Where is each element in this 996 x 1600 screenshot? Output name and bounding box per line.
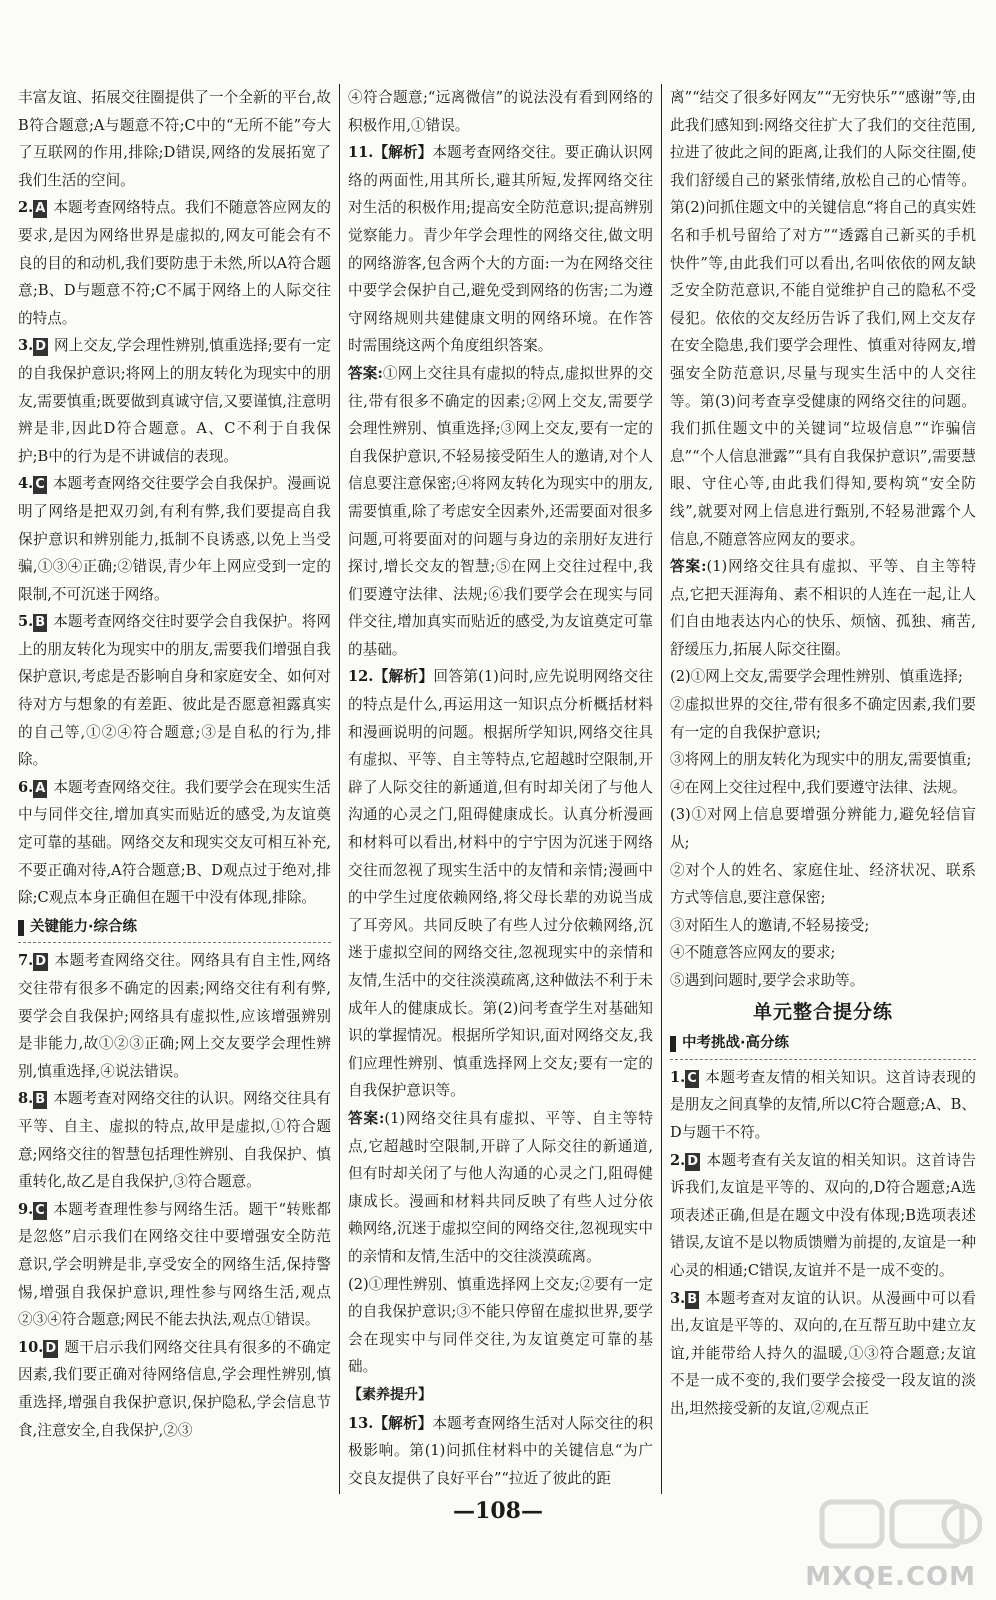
answer-line: ②虚拟世界的交往,带有很多不确定因素,我们要有一定的自我保护意识; (670, 696, 976, 741)
answer-text: (1)网络交往具有虚拟、平等、自主等特点,它超越时空限制,开辟了人际交往的新通道,但有时却关闭了与他人沟通的心灵之门,阻碍健康成长。漫画和材料共同反映了有些人过分依赖网络,沉迷于虚拟空间的网络交往,忽视现实中的亲情和友情,生活中的交往淡漠疏离。 (348, 1109, 653, 1265)
item-number: 1. (670, 1068, 686, 1086)
paragraph: 离”“结交了很多好网友”“无穷快乐”“感谢”等,由此我们感知到:网络交往扩大了我们的交往范围,拉进了彼此之间的距离,让我们的人际交往圈,使我们舒缓自己的紧张情绪,放松自己的心情等。第(2)问抓住题文中的关键信息“将自己的真实姓名和手机号留给了对方”“透露自己新买的手机快件”等,由此我们可以看出,名叫依依的网友缺乏安全防范意识,不能自觉维护自己的隐私不受侵犯。依依的交友经历告诉了我们,网上交友存在安全隐患,我们要学会理性、慎重对待网友,增强安全防范意识,尽量与现实生活中的人交往等。第(3)问考查享受健康的网络交往的问题。我们抓住题文中的关键词“垃圾信息”“诈骗信息”“个人信息泄露”“具有自我保护意识”,需要慧眼、守住心等,由此我们得知,要构筑“安全防线”,就要对网上信息进行甄别,不轻易泄露个人信息,不随意答应网友的要求。 (670, 89, 976, 548)
analysis-tag: 【解析】 (373, 144, 433, 162)
item-text: 本题考查网络交往。要正确认识网络的两面性,用其所长,避其所短,发挥网络交往对生活的积极作用;提高安全防范意识;提高辨别觉察能力。青少年学会理性的网络交往,做文明的网络游客,包含两个大的方面:一为在网络交往中要学会保护自己,避免受到网络的伤害;二为遵守网络规则共建健康文明的网络环境。在作答时需围绕这两个角度组织答案。 (348, 144, 653, 355)
item-text: 本题考查网络交往时要学会自我保护。将网上的朋友转化为现实中的朋友,需要我们增强自我保护意识,考虑是否影响自身和家庭安全、如何对待对方与想象的有差距、彼此是否愿意袒露真实的自己等,①②④符合题意;③是自私的行为,排除。 (18, 613, 331, 769)
answer-line: ③将网上的朋友转化为现实中的朋友,需要慎重; (670, 751, 972, 769)
analysis-tag: 【解析】 (373, 1414, 433, 1432)
item-text: 本题考查友情的相关知识。这首诗表现的是朋友之间真挚的友情,所以C符合题意;A、B、D与题干不符。 (670, 1068, 976, 1141)
column-3 (662, 84, 984, 1494)
item-text: 本题考查有关友谊的相关知识。这首诗告诉我们,友谊是平等的、双向的,D符合题意;A选项表述正确,但是在题文中没有体现;B选项表述错误,友谊不是以物质馈赠为前提的,友谊是一种心灵的相通;C错误,友谊并不是一成不变的。 (670, 1151, 976, 1279)
answer-item (18, 1085, 331, 1195)
item-text: 回答第(1)问时,应先说明网络交往的特点是什么,再运用这一知识点分析概括材料和漫画说明的问题。根据所学知识,网络交往具有虚拟、平等、自主等特点,它超越时空限制,开辟了人际交往的新通道,但有时却关闭了与他人沟通的心灵之门,阻碍健康成长。认真分析漫画和材料可以看出,材料中的宁宁因为沉迷于网络交往而忽视了现实生活中的友情和亲情;漫画中的中学生过度依赖网络,将父母长辈的劝说当成了耳旁风。共同反映了有些人过分依赖网络,沉迷于虚拟空间的网络交往,忽视现实中的亲情和友情,生活中的交往淡漠疏离,这种做法不利于未成年人的健康成长。第(2)问考查学生对基础知识的掌握情况。根据所学知识,面对网络交友,我们应理性辨别、慎重选择网上交友;要有一定的自我保护意识等。 (348, 668, 653, 1100)
item-number: 7. (18, 952, 34, 970)
answer-badge: A (35, 780, 46, 796)
item-number: 2. (670, 1151, 686, 1169)
answer-item (348, 663, 653, 1105)
answer-badge: B (35, 1092, 46, 1108)
section-marker-icon (670, 1036, 676, 1052)
answer-badge: D (45, 1340, 57, 1356)
answer-item (18, 1334, 331, 1444)
answer-item (670, 1064, 976, 1147)
item-number: 11. (348, 144, 374, 162)
answer-label: 答案: (348, 364, 383, 382)
answer-label: 答案: (348, 1109, 385, 1127)
item-number: 3. (670, 1289, 686, 1307)
item-number: 8. (18, 1090, 34, 1108)
answer-item (18, 194, 331, 332)
item-number: 9. (18, 1200, 34, 1218)
column-2 (340, 84, 662, 1494)
answer-item (18, 470, 331, 608)
answer-badge: D (35, 954, 47, 970)
answer-line: ③对陌生人的邀请,不轻易接受; (670, 916, 870, 934)
answer-paragraph (348, 1105, 653, 1271)
section-marker-icon (18, 920, 24, 936)
answer-line: ②对个人的姓名、家庭住址、经济状况、联系方式等信息,要注意保密; (670, 861, 976, 907)
item-text: 本题考查网络交往要学会自我保护。漫画说明了网络是把双刃剑,有利有弊,我们要提高自我保护意识和辨别能力,抵制不良诱惑,以免上当受骗,①③④正确;②错误,青少年上网应受到一定的限制,不可沉迷于网络。 (18, 475, 331, 603)
item-text: 本题考查对网络交往的认识。网络交往具有平等、自主、虚拟的特点,故甲是虚拟,①符合题意;网络交往的智慧包括理性辨别、自我保护、慎重转化,故乙是自我保护,③符合题意。 (18, 1090, 331, 1191)
answer-badge: D (35, 339, 47, 355)
item-text: 网上交友,学会理性辨别,慎重选择;要有一定的自我保护意识;将网上的朋友转化为现实中的朋友,需要慎重;既要做到真诚守信,又要谨慎,注意明辨是非,因此D符合题意。A、C不利于自我保护;B中的行为是不讲诚信的表现。 (18, 337, 331, 465)
answer-page (10, 84, 984, 1494)
item-number: 3. (18, 337, 34, 355)
section-tag-line (348, 1381, 653, 1410)
paragraph: ④符合题意;“远离微信”的说法没有看到网络的积极作用,①错误。 (348, 89, 653, 134)
answer-line: ④在网上交往过程中,我们要遵守法律、法规。 (670, 778, 967, 796)
analysis-tag: 【解析】 (373, 668, 434, 686)
answer-badge: C (35, 477, 45, 493)
item-text: 本题考查网络交往。我们要学会在现实生活中与同伴交往,增加真实而贴近的感受,为友谊奠定可靠的基础。网络交友和现实交友可相互补充,不要正确对待,A符合题意;B、D观点过于绝对,排除;C观点本身正确但在题干中没有体现,排除。 (18, 778, 331, 907)
answer-line: (3)①对网上信息要增强分辨能力,避免轻信盲从; (670, 806, 976, 852)
item-number: 6. (18, 778, 34, 796)
item-text: 本题考查网络交往。网络具有自主性,网络交往带有很多不确定的因素;网络交往有利有弊,要学会自我保护;网络具有虚拟性,应该增强辨别是非能力,故①②③正确;网上交友要学会理性辨别,慎重选择,④说法错误。 (18, 952, 331, 1080)
item-text: 本题考查网络生活对人际交往的积极影响。第(1)问抓住材料中的关键信息“为广交良友提供了良好平台”“拉近了彼此的距 (348, 1414, 653, 1487)
section-heading (670, 1030, 976, 1060)
answer-item (670, 1147, 976, 1285)
answer-paragraph (670, 553, 976, 663)
paragraph: 丰富友谊、拓展交往圈提供了一个全新的平台,故B符合题意;A与题意不符;C中的“无所不能”夸大了互联网的作用,排除;D错误,网络的发展拓宽了我们生活的空间。 (18, 89, 331, 189)
answer-badge: D (687, 1153, 699, 1169)
item-number: 2. (18, 199, 34, 217)
answer-badge: A (35, 201, 46, 217)
answer-item (18, 332, 331, 470)
item-text: 本题考查对友谊的认识。从漫画中可以看出,友谊是平等的、双向的,在互帮互助中建立友谊,并能带给人持久的温暖,①③符合题意;友谊不是一成不变的,我们要学会接受一段友谊的淡出,坦然接受新的友谊,②观点正 (670, 1289, 976, 1417)
answer-paragraph (348, 360, 653, 664)
section-heading (18, 914, 331, 944)
item-number: 5. (18, 613, 34, 631)
section-tag: 【素养提升】 (348, 1386, 432, 1403)
answer-line: (2)①网上交友,需要学会理性辨别、慎重选择; (670, 668, 963, 686)
item-text: 题干启示我们网络交往具有很多的不确定因素,我们要正确对待网络信息,学会理性辨别,慎重选择,增强自我保护意识,保护隐私,学会信息节食,注意安全,自我保护,②③ (18, 1338, 331, 1439)
page-number: —108— (453, 1498, 543, 1524)
answer-badge: B (35, 615, 46, 631)
answer-item (18, 1196, 331, 1334)
answer-text: ①网上交往具有虚拟的特点,虚拟世界的交往,带有很多不确定的因素;②网上交友,需要学会理性辨别、慎重选择;③网上交友,要有一定的自我保护意识,不轻易接受陌生人的邀请,对个人信息要注意保密;④将网友转化为现实中的朋友,需要慎重,除了考虑安全因素外,还需要面对很多问题,可将要面对的问题与身边的亲朋好友进行探讨,增长交友的智慧;⑤在网上交往过程中,我们要遵守法律、法规;⑥我们要学会在现实与同伴交往,增加真实而贴近的感受,为友谊奠定可靠的基础。 (348, 364, 654, 658)
item-text: 本题考查理性参与网络生活。题干“转账都是忽悠”启示我们在网络交往中要增强安全防范意识,学会明辨是非,享受安全的网络生活,保持警惕,增强自我保护意识,理性参与网络生活,观点②③④符合题意;网民不能去执法,观点①错误。 (18, 1200, 331, 1329)
item-number: 10. (18, 1338, 44, 1356)
item-text: 本题考查网络特点。我们不随意答应网友的要求,是因为网络世界是虚拟的,网友可能会有不良的目的和动机,我们要防患于未然,所以A符合题意;B、D与题意不符;C不属于网络上的人际交往的特点。 (18, 199, 331, 327)
answer-text: (1)网络交往具有虚拟、平等、自主等特点,它把天涯海角、素不相识的人连在一起,让人们自由地表达内心的快乐、烦恼、孤独、痛苦,舒缓压力,拓展人际交往圈。 (670, 558, 976, 658)
answer-line: ⑤遇到问题时,要学会求助等。 (670, 972, 865, 989)
answer-label: 答案: (670, 558, 707, 576)
answer-badge: C (687, 1070, 697, 1086)
answer-line: ④不随意答应网友的要求; (670, 944, 836, 962)
answer-item (18, 774, 331, 912)
answer-item (18, 608, 331, 774)
answer-item (18, 947, 331, 1085)
item-number: 13. (348, 1414, 374, 1432)
answer-badge: C (35, 1202, 45, 1218)
answer-item (348, 139, 653, 360)
unit-title: 单元整合提分练 (752, 1000, 893, 1023)
answer-item (670, 1285, 976, 1423)
section-title: 中考挑战·高分练 (682, 1035, 790, 1052)
item-number: 12. (348, 668, 374, 686)
section-title: 关键能力·综合练 (30, 918, 138, 935)
answer-item (348, 1410, 653, 1493)
answer-paragraph: (2)①理性辨别、慎重选择网上交友;②要有一定的自我保护意识;③不能只停留在虚拟世界,要学会在现实中与同伴交往,为友谊奠定可靠的基础。 (348, 1275, 653, 1376)
column-1 (10, 84, 340, 1494)
watermark-text: MXQE.COM (805, 1562, 976, 1592)
item-number: 4. (18, 475, 34, 493)
answer-badge: B (687, 1291, 698, 1307)
